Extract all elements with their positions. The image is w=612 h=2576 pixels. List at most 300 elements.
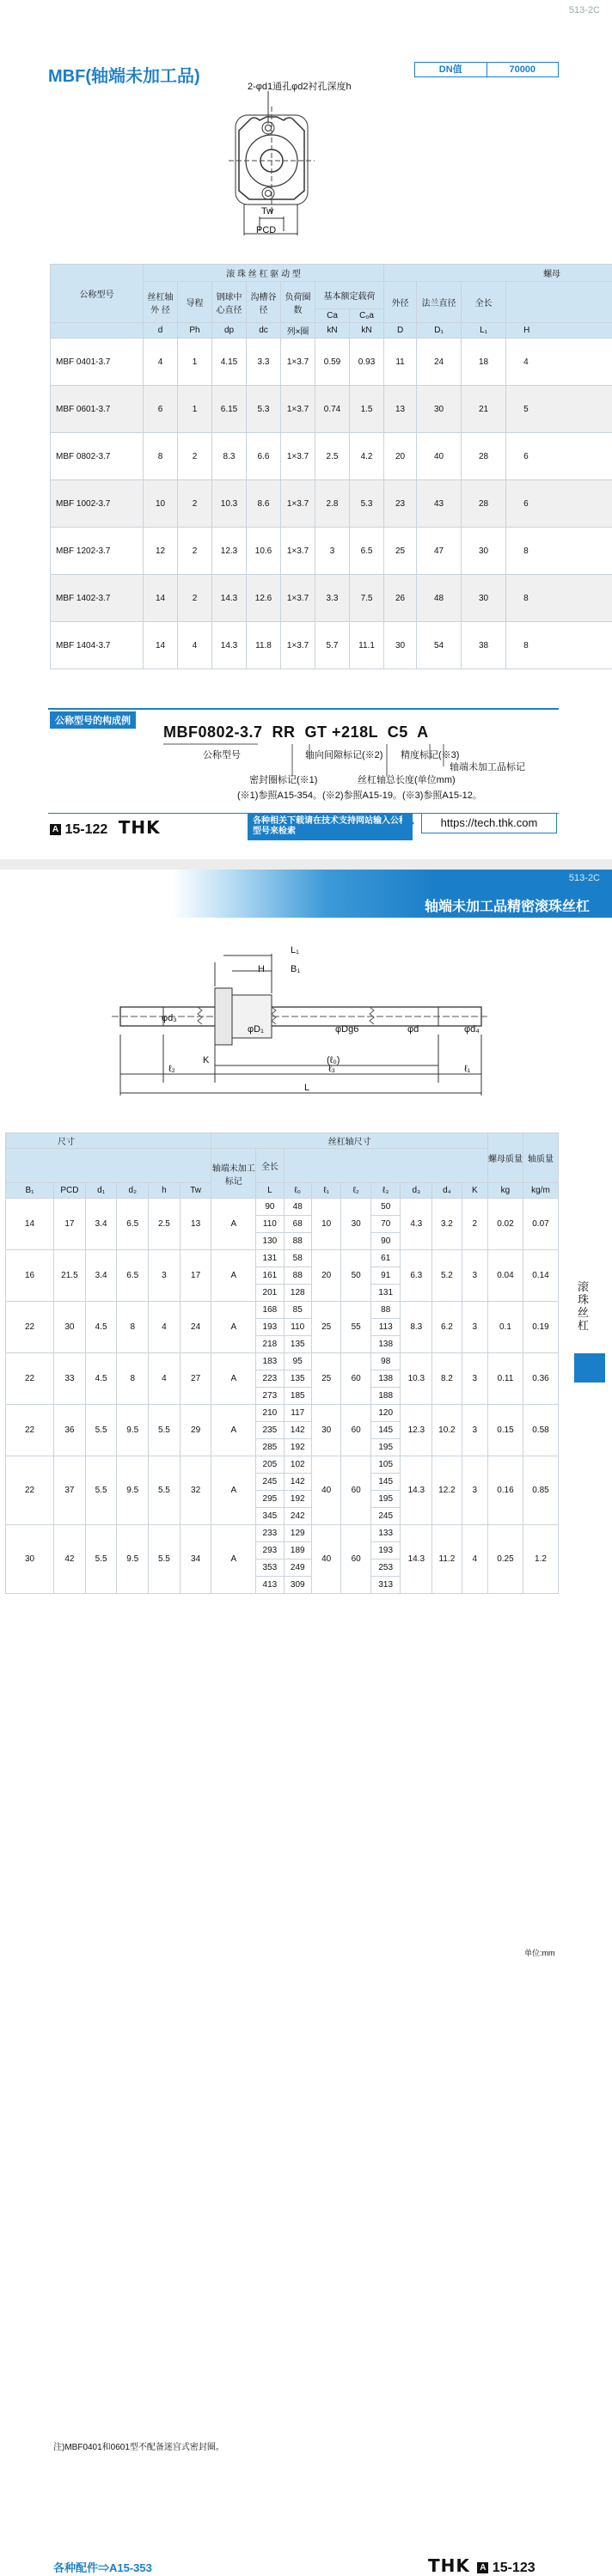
unit-D1: D₁ [417,323,462,339]
value-cell: 61 [370,1250,401,1267]
value-cell: 6.6 [247,433,281,480]
value-cell: 192 [284,1491,311,1508]
table-row [6,1302,559,1319]
value-cell: 195 [370,1491,401,1508]
th-model: 公称型号 [51,265,144,323]
value-cell: A [211,1456,256,1525]
value-cell: 12 [144,528,178,575]
value-cell: 253 [370,1560,401,1577]
footer-page: 15-122 [64,822,107,837]
value-cell: 110 [256,1216,284,1233]
unit-L1: L₁ [462,323,506,339]
footer-page-wrap [50,817,161,838]
ex-model-label: 公称型号 [203,748,241,761]
value-cell: 0.36 [523,1353,558,1405]
value-cell: 1×3.7 [281,528,315,575]
value-cell: 12.2 [432,1456,462,1525]
page-gap [0,859,612,870]
thk-logo: THK [119,817,161,838]
value-cell: 9.5 [117,1525,149,1594]
table-row [51,339,612,386]
thk-logo: THK [428,2555,470,2576]
value-cell: 117 [284,1405,311,1422]
value-cell: 4.3 [401,1199,432,1250]
ex-clearance-label: 轴向间隙标记(※2) [305,748,382,761]
unit-cell: L [256,1183,284,1199]
value-cell: 1.2 [523,1525,558,1594]
value-cell: 14.3 [401,1525,432,1594]
value-cell: 413 [256,1577,284,1594]
value-cell: 12.3 [401,1405,432,1456]
value-cell: 131 [370,1285,401,1302]
value-cell: 10.3 [401,1353,432,1405]
value-cell: 37 [54,1456,86,1525]
value-cell: 28 [462,480,506,528]
value-cell: 25 [311,1353,341,1405]
th-unmachined: 轴端未加工标记 [211,1149,256,1199]
value-cell: 60 [341,1525,371,1594]
dim-B1: B₁ [291,964,300,974]
value-cell: 22 [6,1353,54,1405]
table-row [6,1199,559,1216]
value-cell: 88 [370,1302,401,1319]
value-cell: 6 [506,480,612,528]
unit-cell: d₁ [85,1183,117,1199]
value-cell: A [211,1525,256,1594]
value-cell: 249 [284,1560,311,1577]
ex-unmachined-label: 轴端未加工品标记 [450,760,525,773]
example-tag: 公称型号的构成例 [50,711,136,729]
dim-d3: φd₃ [162,1013,177,1023]
value-cell: 1×3.7 [281,480,315,528]
value-cell: 1×3.7 [281,433,315,480]
value-cell: 30 [341,1199,371,1250]
value-cell: 8 [506,575,612,622]
page-code: 513-2C [569,5,600,15]
value-cell: 3.4 [85,1199,117,1250]
value-cell: 5.5 [149,1405,181,1456]
value-cell: 138 [370,1336,401,1353]
value-cell: 21 [462,386,506,433]
model-cell: MBF 1402-3.7 [51,575,144,622]
value-cell: 1×3.7 [281,339,315,386]
value-cell: 105 [370,1456,401,1474]
th-od: 外径 [384,282,417,323]
table-row [51,622,612,669]
value-cell: 5.5 [149,1525,181,1594]
value-cell: 10.3 [212,480,247,528]
value-cell: 102 [284,1456,311,1474]
th-ca: Ca [315,309,350,323]
value-cell: 2 [178,528,212,575]
value-cell: 4 [178,622,212,669]
value-cell: 193 [370,1542,401,1560]
value-cell: 135 [284,1370,311,1388]
dimension-table [5,1132,559,1594]
value-cell: 0.58 [523,1405,558,1456]
value-cell: A [211,1302,256,1353]
value-cell: 193 [256,1319,284,1336]
value-cell: 183 [256,1353,284,1370]
dim-H: H [258,964,265,974]
value-cell: 85 [284,1302,311,1319]
drawing-hole-label: 2-φd1通孔φd2衬孔深度h [248,79,352,93]
value-cell: A [211,1353,256,1405]
value-cell: 189 [284,1542,311,1560]
value-cell: 0.16 [487,1456,523,1525]
value-cell: 4 [144,339,178,386]
value-cell: 11.2 [432,1525,462,1594]
value-cell: 8 [506,622,612,669]
value-cell: 309 [284,1577,311,1594]
value-cell: 3 [462,1405,487,1456]
footer-accessory-link[interactable]: 各种配件⇒A15-353 [53,2559,152,2575]
th-unit-blank [51,323,144,339]
value-cell: 0.59 [315,339,350,386]
value-cell: 28 [462,433,506,480]
unit-cell: B₁ [6,1183,54,1199]
unit-cell: d₂ [117,1183,149,1199]
value-cell: 14 [144,622,178,669]
value-cell: 3 [315,528,350,575]
table-row [6,1456,559,1474]
value-cell: 13 [180,1199,211,1250]
model-cell: MBF 1002-3.7 [51,480,144,528]
value-cell: 30 [54,1302,86,1353]
value-cell: 3.3 [247,339,281,386]
value-cell: 6 [506,433,612,480]
value-cell: 142 [284,1474,311,1491]
value-cell: 24 [180,1302,211,1353]
value-cell: 242 [284,1508,311,1525]
value-cell: 2 [178,433,212,480]
dn-value: 70000 [487,63,559,76]
unit-cell: h [149,1183,181,1199]
dim-D1: φD₁ [248,1024,264,1035]
value-cell: 2 [178,575,212,622]
value-cell: 2.8 [315,480,350,528]
dim-L1: L₁ [291,945,299,955]
value-cell: 40 [311,1456,341,1525]
value-cell: 30 [462,528,506,575]
value-cell: 4 [462,1525,487,1594]
a-icon: A [50,824,61,835]
value-cell: 8.3 [401,1302,432,1353]
unit-cell: ℓ₂ [341,1183,371,1199]
page-left [0,0,612,859]
value-cell: 6.2 [432,1302,462,1353]
value-cell: 195 [370,1439,401,1456]
model-cell: MBF 1404-3.7 [51,622,144,669]
unit-circ: 列×圈 [281,323,315,339]
model-cell: MBF 0601-3.7 [51,386,144,433]
dim-L: L [304,1083,309,1093]
value-cell: 1×3.7 [281,575,315,622]
th-shaft-blank [284,1149,487,1183]
value-cell: 14 [6,1199,54,1250]
value-cell: 11.1 [350,622,384,669]
unit-cell: ℓ₃ [370,1183,401,1199]
value-cell: 2.5 [149,1199,181,1250]
value-cell: 40 [417,433,462,480]
value-cell: 188 [370,1388,401,1405]
value-cell: 6.3 [401,1250,432,1302]
th-lead: 导程 [178,282,212,323]
value-cell: 0.85 [523,1456,558,1525]
value-cell: 6.5 [350,528,384,575]
unit-cell: K [462,1183,487,1199]
ex-seal-label: 密封圈标记(※1) [249,772,317,786]
unit-dp: dp [212,323,247,339]
table-row [51,386,612,433]
value-cell: 30 [384,622,417,669]
value-cell: 5 [506,386,612,433]
value-cell: 295 [256,1491,284,1508]
value-cell: 27 [180,1353,211,1405]
value-cell: 11.8 [247,622,281,669]
value-cell: 0.1 [487,1302,523,1353]
unit-cell: kg/m [523,1183,558,1199]
footer-page-wrap [428,2555,536,2576]
value-cell: 6.15 [212,386,247,433]
value-cell: 4 [506,339,612,386]
value-cell: 0.93 [350,339,384,386]
th-shaftmass: 轴质量 [523,1133,558,1183]
dn-value-box [414,62,559,77]
value-cell: 10.2 [432,1405,462,1456]
value-cell: 9.5 [117,1405,149,1456]
value-cell: 58 [284,1250,311,1267]
th-flange: 法兰直径 [417,282,462,323]
unit-note: 单位:mm [524,1947,555,1958]
value-cell: 4.5 [85,1302,117,1353]
value-cell: 113 [370,1319,401,1336]
value-cell: 1×3.7 [281,386,315,433]
value-cell: 60 [341,1353,371,1405]
footer-page: 15-123 [493,2561,536,2575]
value-cell: 55 [341,1302,371,1353]
ex-notes: (※1)参照A15-354。(※2)参照A15-19。(※3)参照A15-12。 [237,788,482,802]
value-cell: 34 [180,1525,211,1594]
value-cell: 68 [284,1216,311,1233]
value-cell: 48 [284,1199,311,1216]
value-cell: 10.6 [247,528,281,575]
ex-total-label: 丝杠轴总长度(单位mm) [358,772,456,786]
value-cell: 23 [384,480,417,528]
page-code: 513-2C [569,873,600,883]
value-cell: 5.5 [85,1456,117,1525]
value-cell: 95 [284,1353,311,1370]
value-cell: 0.19 [523,1302,558,1353]
value-cell: 129 [284,1525,311,1542]
value-cell: 4.2 [350,433,384,480]
value-cell: 12.6 [247,575,281,622]
value-cell: 3 [462,1302,487,1353]
value-cell: 88 [284,1233,311,1250]
value-cell: 8 [144,433,178,480]
value-cell: 8.6 [247,480,281,528]
spec-table [50,264,612,669]
value-cell: 138 [370,1370,401,1388]
th-shaft: 丝杠轴尺寸 [211,1133,488,1149]
value-cell: 6.5 [117,1199,149,1250]
a-icon: A [477,2562,488,2573]
dim-Dg6: φDg6 [335,1024,358,1035]
value-cell: 185 [284,1388,311,1405]
dim-l1: ℓ₁ [464,1064,470,1074]
value-cell: 8 [117,1353,149,1405]
unit-D: D [384,323,417,339]
side-label: 滚珠丝杠 [578,1280,590,1332]
value-cell: 60 [341,1405,371,1456]
value-cell: 1.5 [350,386,384,433]
ex-precision-label: 精度标记(※3) [401,748,459,761]
dim-l0: (ℓ₀) [327,1055,340,1065]
th-h [506,282,612,323]
value-cell: 245 [370,1508,401,1525]
value-cell: 5.2 [432,1250,462,1302]
value-cell: 22 [6,1456,54,1525]
value-cell: 3.3 [315,575,350,622]
value-cell: 32 [180,1456,211,1525]
value-cell: 313 [370,1577,401,1594]
th-dim: 尺寸 [6,1133,211,1149]
dim-d: φd [407,1024,419,1035]
value-cell: 5.5 [85,1405,117,1456]
url-link[interactable]: https://tech.thk.com [421,813,557,833]
value-cell: 17 [180,1250,211,1302]
value-cell: 60 [341,1456,371,1525]
value-cell: 70 [370,1216,401,1233]
value-cell: 90 [370,1233,401,1250]
th-root: 沟槽谷径 [247,282,281,323]
value-cell: 10 [311,1199,341,1250]
value-cell: 30 [462,575,506,622]
value-cell: 91 [370,1267,401,1285]
value-cell: 43 [417,480,462,528]
value-cell: 6.5 [117,1250,149,1302]
example-code: MBF0802-3.7 RR GT +218L C5 A [163,723,429,742]
value-cell: 5.5 [149,1456,181,1525]
value-cell: 142 [284,1422,311,1439]
th-length: 全长 [462,282,506,323]
download-banner: 各种相关下载请在技术支持网站输入公称型号来检索 [248,813,413,840]
value-cell: 0.02 [487,1199,523,1250]
unit-cell: d₃ [401,1183,432,1199]
value-cell: 205 [256,1456,284,1474]
value-cell: 201 [256,1285,284,1302]
value-cell: 4.15 [212,339,247,386]
value-cell: A [211,1250,256,1302]
value-cell: 8 [506,528,612,575]
table-row [51,575,612,622]
value-cell: 1×3.7 [281,622,315,669]
th-c0a: C₀a [350,309,384,323]
unit-cell: ℓ₁ [311,1183,341,1199]
value-cell: 110 [284,1319,311,1336]
dim-l3: ℓ₃ [328,1064,335,1074]
value-cell: 3 [462,1250,487,1302]
value-cell: 50 [370,1199,401,1216]
value-cell: 8.3 [212,433,247,480]
value-cell: 38 [462,622,506,669]
value-cell: 145 [370,1422,401,1439]
value-cell: 42 [54,1525,86,1594]
value-cell: 30 [6,1525,54,1594]
value-cell: 161 [256,1267,284,1285]
unit-H: H [506,323,612,339]
model-cell: MBF 0401-3.7 [51,339,144,386]
value-cell: 5.3 [350,480,384,528]
unit-d: d [144,323,178,339]
value-cell: 0.15 [487,1405,523,1456]
th-drive-group: 滚 珠 丝 杠 驱 动 型 [144,265,384,282]
value-cell: 7.5 [350,575,384,622]
dim-l2: ℓ₂ [168,1064,175,1074]
header-title: 轴端未加工品精密滚珠丝杠 [425,895,590,915]
value-cell: 233 [256,1525,284,1542]
value-cell: 21.5 [54,1250,86,1302]
value-cell: 98 [370,1353,401,1370]
value-cell: 47 [417,528,462,575]
unit-cell: PCD [54,1183,86,1199]
value-cell: 30 [311,1405,341,1456]
value-cell: 2 [462,1199,487,1250]
value-cell: 218 [256,1336,284,1353]
value-cell: 353 [256,1560,284,1577]
value-cell: 14.3 [212,622,247,669]
value-cell: 4 [149,1353,181,1405]
value-cell: 14 [144,575,178,622]
value-cell: 168 [256,1302,284,1319]
value-cell: 133 [370,1525,401,1542]
value-cell: 3 [462,1353,487,1405]
value-cell: 14.3 [401,1456,432,1525]
value-cell: 293 [256,1542,284,1560]
value-cell: 128 [284,1285,311,1302]
value-cell: 22 [6,1405,54,1456]
unit-c0a: kN [350,323,384,339]
value-cell: 4 [149,1302,181,1353]
value-cell: 0.04 [487,1250,523,1302]
value-cell: 24 [417,339,462,386]
value-cell: 6 [144,386,178,433]
value-cell: 130 [256,1233,284,1250]
table-row [51,433,612,480]
th-nut: 螺母 [384,265,612,282]
value-cell: 36 [54,1405,86,1456]
value-cell: 0.07 [523,1199,558,1250]
value-cell: 145 [370,1474,401,1491]
value-cell: 273 [256,1388,284,1405]
value-cell: 20 [311,1250,341,1302]
value-cell: 54 [417,622,462,669]
value-cell: 1 [178,339,212,386]
dim-d4: φd₄ [464,1024,480,1035]
unit-cell: kg [487,1183,523,1199]
table-row [6,1525,559,1542]
unit-ph: Ph [178,323,212,339]
drawing-pcd-label: PCD [256,225,276,235]
value-cell: 16 [6,1250,54,1302]
page-title: MBF(轴端未加工品) [48,62,200,87]
value-cell: 90 [256,1199,284,1216]
value-cell: 18 [462,339,506,386]
table-row [6,1405,559,1422]
value-cell: 26 [384,575,417,622]
dn-label: DN值 [415,63,487,76]
arrow-icon [402,813,414,833]
